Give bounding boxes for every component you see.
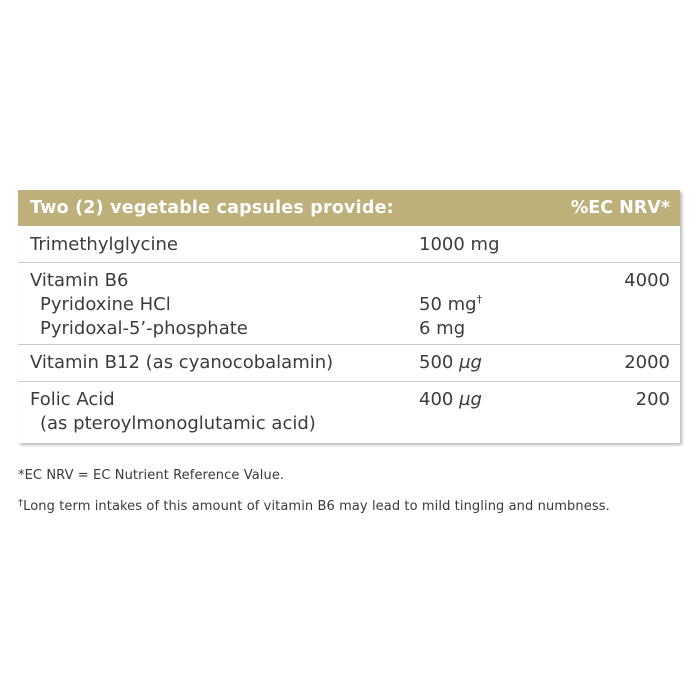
sub-nutrient-amount-value: 50 mg — [419, 294, 477, 315]
nutrient-amount-value: 400 — [419, 389, 454, 410]
sub-nutrient-name: Pyridoxal-5’-phosphate — [40, 318, 248, 339]
nutrient-name: Vitamin B12 (as cyanocobalamin) — [30, 352, 334, 373]
nutrient-amount-unit: µg — [459, 352, 482, 373]
nutrient-amount: 1000 mg — [419, 234, 500, 255]
nutrient-name: Trimethylglycine — [30, 234, 178, 255]
table-row — [18, 226, 680, 263]
nutrient-nrv: 2000 — [624, 352, 670, 373]
table-header — [18, 190, 680, 226]
footnote-nrv: *EC NRV = EC Nutrient Reference Value. — [18, 468, 285, 483]
footnote-b6-text: Long term intakes of this amount of vitamin B6 may lead to mild tingling and numbness. — [23, 499, 610, 514]
sub-nutrient-name: Pyridoxine HCl — [40, 294, 171, 315]
footnote-b6 — [18, 498, 610, 514]
table-row — [18, 382, 680, 443]
nutrient-name: Vitamin B6 — [30, 270, 129, 291]
nutrient-amount — [419, 388, 482, 412]
dagger-mark: † — [18, 498, 24, 509]
nutrient-nrv: 200 — [635, 389, 670, 410]
nutrient-amount-value: 500 — [419, 352, 454, 373]
nutrition-table — [18, 190, 680, 443]
nutrient-name: Folic Acid — [30, 389, 115, 410]
nutrient-amount — [419, 351, 482, 375]
nutrient-nrv: 4000 — [624, 270, 670, 291]
table-row — [18, 263, 680, 345]
dagger-mark: † — [476, 293, 483, 306]
table-header-title: Two (2) vegetable capsules provide: — [30, 198, 394, 218]
nutrient-amount-unit: µg — [459, 389, 482, 410]
table-row — [18, 345, 680, 382]
sub-nutrient-amount: 6 mg — [419, 318, 466, 339]
sub-nutrient-amount — [419, 293, 482, 317]
nutrient-name-detail: (as pteroylmonoglutamic acid) — [40, 413, 316, 434]
table-header-nrv: %EC NRV* — [570, 198, 670, 218]
